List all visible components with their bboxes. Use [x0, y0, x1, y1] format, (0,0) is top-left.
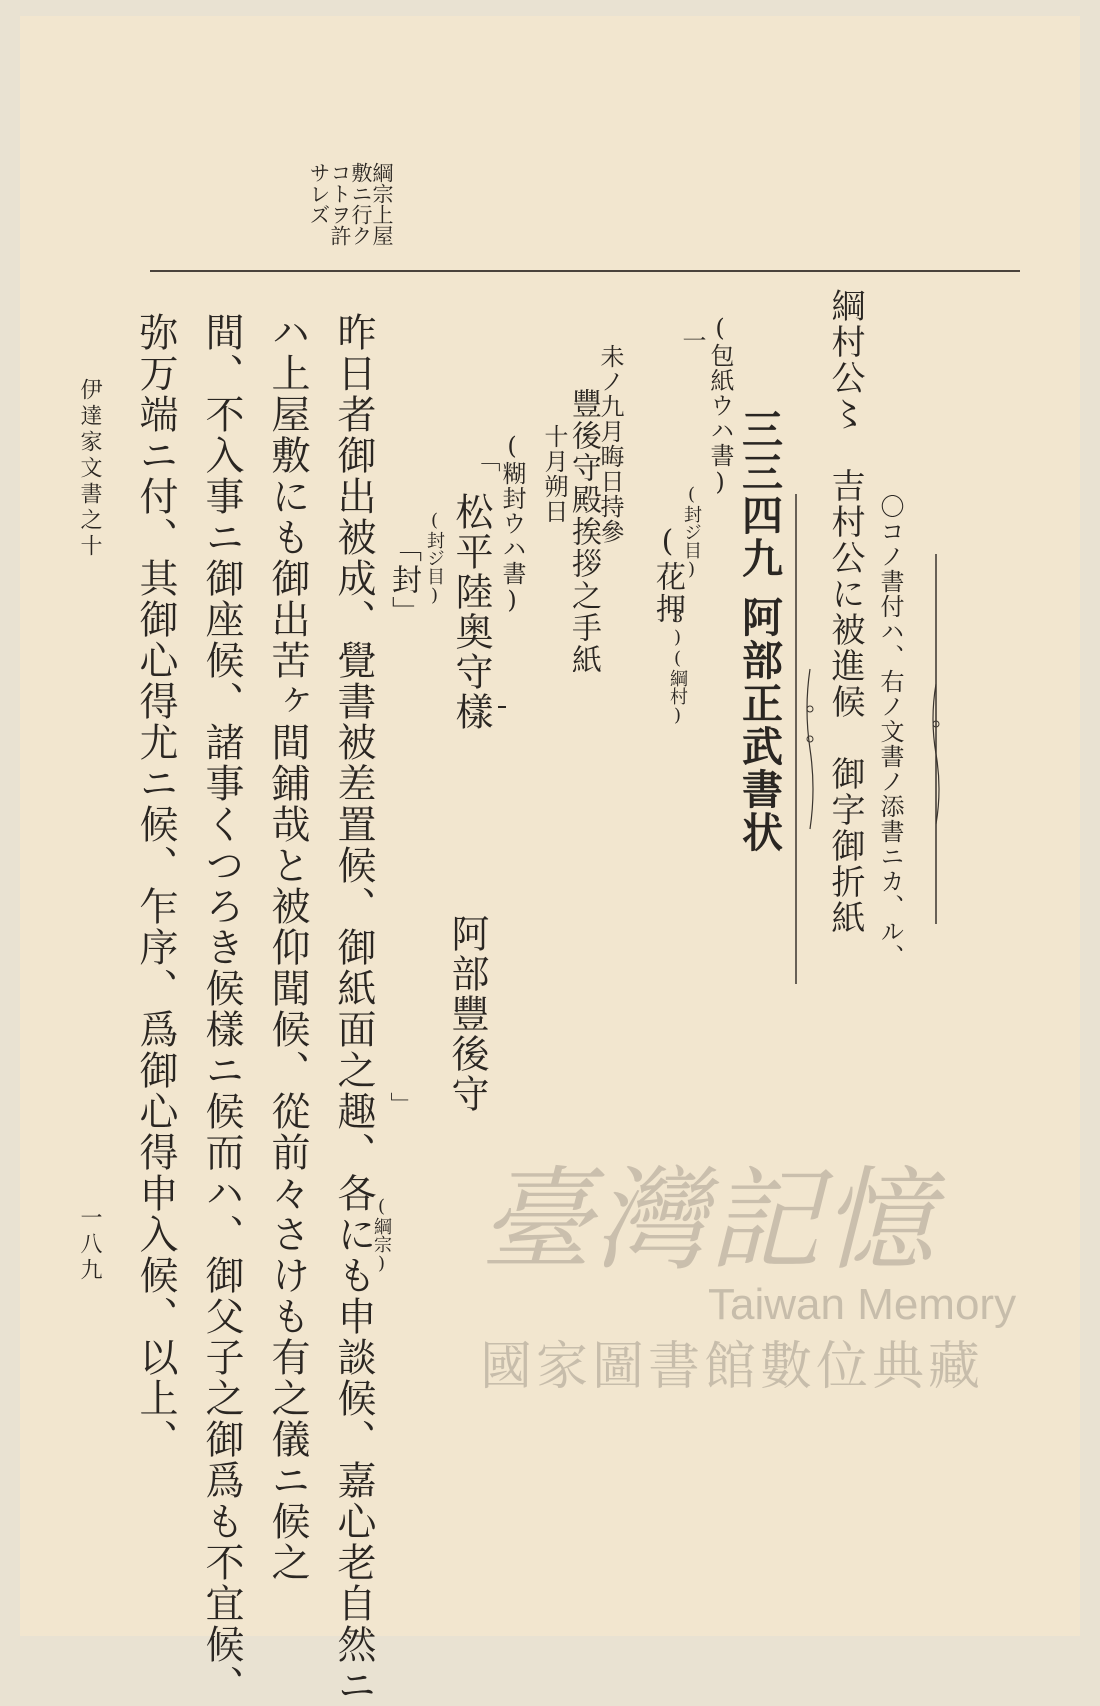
seal-note: (封ジ目)	[424, 510, 445, 606]
sender: 阿部豐後守	[445, 914, 489, 1114]
addressee: 松平陸奥守樣	[449, 492, 493, 732]
margin-note-line: 綱宗上屋	[370, 162, 394, 246]
body-annotation: (綱宗)	[371, 1196, 392, 1274]
margin-note-line: 敷ニ行ク	[349, 162, 373, 246]
book-title: 伊達家文書之十	[77, 378, 102, 560]
end-mark: 」	[386, 1092, 414, 1117]
address-mark: 「	[470, 446, 500, 474]
page-number: 一八九	[77, 1206, 102, 1284]
document-title: 阿部正武書状	[735, 596, 783, 854]
watermark-logo: 臺灣記憶	[480, 1156, 936, 1286]
body-line: 間、不入事ニ御座候、諸事くつろき候樣ニ候而ハ、御父子之御爲も不宜候、	[199, 312, 244, 1706]
kao-annotation: 3)(綱村)	[667, 606, 688, 726]
seal-char: 「封」	[386, 532, 421, 628]
watermark-english: Taiwan Memory	[708, 1280, 1017, 1329]
body-line: 弥万端ニ付、其御心得尤ニ候、乍序、爲御心得申入候、以上、	[133, 312, 178, 1460]
margin-note-line: サレズ	[307, 162, 331, 225]
header-rule	[150, 270, 1020, 272]
wrapper-mark: 一	[678, 328, 706, 353]
wrapper-note: (包紙ウハ書)	[706, 314, 734, 497]
document-date: 十月朔日	[540, 424, 568, 524]
inner-wrapper-note: (糊封ウハ書)	[498, 432, 526, 615]
body-line: 昨日者御出被成、覺書被差置候、御紙面之趣、各にも申談候、嘉心老自然ニ	[331, 312, 376, 1706]
watermark-institution: 國家圖書館數位典藏	[480, 1337, 985, 1398]
date-note: 未ノ九月晦日持參	[596, 344, 624, 544]
margin-note-line: コトヲ許	[328, 162, 352, 246]
body-line: ハ上屋敷にも御出苦ヶ間鋪哉と被仰聞候、從前々さけも有之儀ニ候之	[265, 312, 310, 1583]
document-number: 三三四九	[735, 408, 783, 580]
bracket-ornament	[790, 494, 950, 984]
header-line: 綱村公〻 吉村公に被進候 御字御折紙	[825, 288, 865, 936]
document-page	[20, 16, 1080, 1706]
recipient-line: 豐後守殿挨拶之手紙	[566, 388, 601, 676]
header-annotation: 〇コノ書付ハ、右ノ文書ノ添書ニカ、ル、	[876, 494, 904, 969]
seal-note: (封ジ目)	[681, 484, 702, 580]
kao-mark: (花押	[650, 524, 685, 625]
dash-mark	[498, 706, 506, 708]
